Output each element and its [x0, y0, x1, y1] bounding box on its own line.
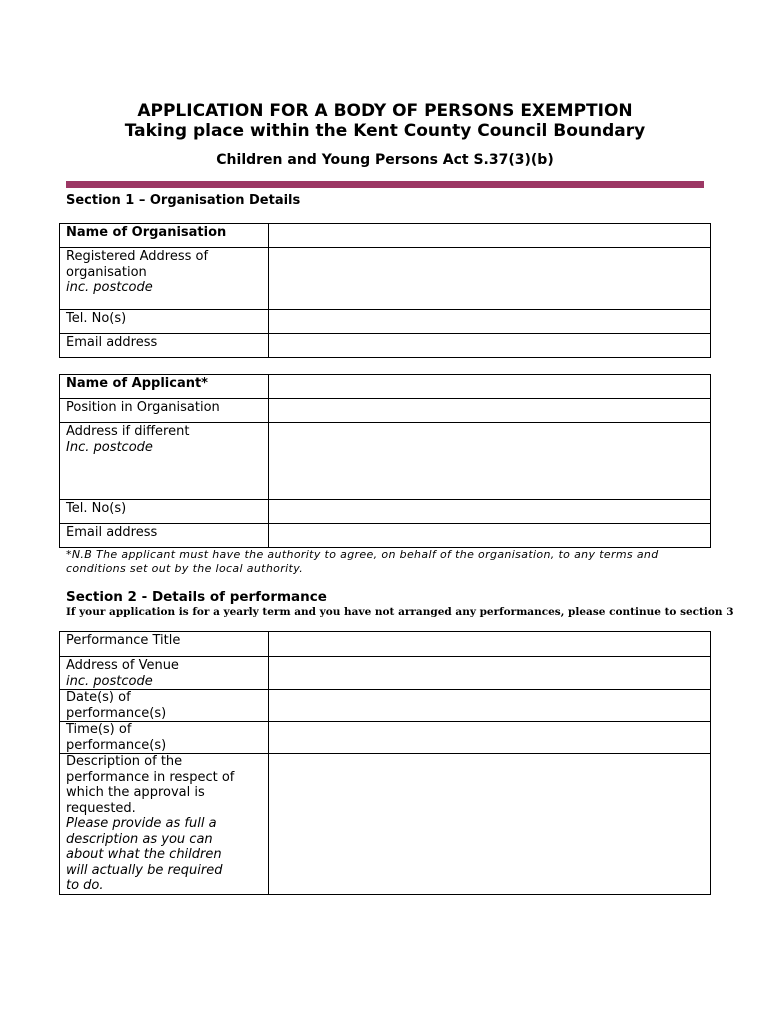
- act-reference: Children and Young Persons Act S.37(3)(b): [216, 152, 554, 168]
- applicant-tel-label: Tel. No(s): [60, 500, 269, 524]
- performance-title-field[interactable]: [269, 632, 711, 657]
- org-email-field[interactable]: [269, 334, 711, 358]
- applicant-tel-field[interactable]: [269, 500, 711, 524]
- org-tel-field[interactable]: [269, 310, 711, 334]
- dates-label: Date(s) of performance(s): [60, 690, 269, 722]
- applicant-position-label: Position in Organisation: [60, 399, 269, 423]
- org-address-label: Registered Address of organisation inc. postcode: [60, 248, 269, 310]
- applicant-address-field[interactable]: [269, 423, 711, 500]
- performance-table: [59, 631, 711, 895]
- description-field[interactable]: [269, 754, 711, 895]
- times-field[interactable]: [269, 722, 711, 754]
- section2-instruction: If your application is for a yearly term and you have not arranged any performances, please continue to section 3: [66, 606, 734, 618]
- dates-field[interactable]: [269, 690, 711, 722]
- applicant-email-field[interactable]: [269, 524, 711, 548]
- applicant-name-label: Name of Applicant*: [60, 375, 269, 399]
- description-label: Description of the performance in respect of which the approval is requested. Please provide as full a description as you can about what the children will actually be required to do.: [60, 754, 269, 895]
- venue-address-field[interactable]: [269, 657, 711, 690]
- org-name-label: Name of Organisation: [60, 224, 269, 248]
- applicant-table: [59, 374, 711, 548]
- org-email-label: Email address: [60, 334, 269, 358]
- form-title: APPLICATION FOR A BODY OF PERSONS EXEMPTION: [137, 101, 633, 121]
- section1-heading: Section 1 – Organisation Details: [66, 193, 301, 208]
- authority-note: *N.B The applicant must have the authority to agree, on behalf of the organisation, to any terms and conditions set out by the local authority.: [66, 548, 659, 575]
- header-divider: [66, 181, 704, 188]
- org-address-field[interactable]: [269, 248, 711, 310]
- org-tel-label: Tel. No(s): [60, 310, 269, 334]
- section2-heading: Section 2 - Details of performance: [66, 589, 327, 605]
- times-label: Time(s) of performance(s): [60, 722, 269, 754]
- organisation-table: [59, 223, 711, 358]
- applicant-position-field[interactable]: [269, 399, 711, 423]
- org-name-field[interactable]: [269, 224, 711, 248]
- performance-title-label: Performance Title: [60, 632, 269, 657]
- applicant-email-label: Email address: [60, 524, 269, 548]
- applicant-name-field[interactable]: [269, 375, 711, 399]
- venue-address-label: Address of Venue inc. postcode: [60, 657, 269, 690]
- form-subtitle: Taking place within the Kent County Council Boundary: [124, 121, 646, 141]
- applicant-address-label: Address if different Inc. postcode: [60, 423, 269, 500]
